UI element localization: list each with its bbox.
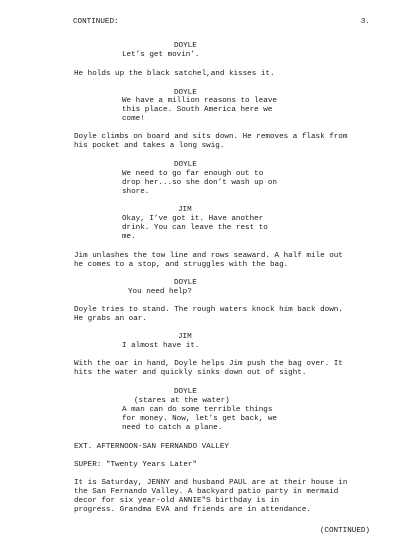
dialogue-line: drop her...so she don’t wash up on	[122, 179, 277, 187]
action-line: progress. Grandma EVA and friends are in attendance.	[74, 506, 311, 514]
scene-heading: EXT. AFTERNOON-SAN FERNANDO VALLEY	[74, 443, 229, 451]
dialogue-line: I almost have it.	[122, 342, 200, 350]
action-line: his pocket and takes a long swig.	[74, 142, 225, 150]
character-name: DOYLE	[174, 388, 197, 396]
dialogue-line: We need to go far enough out to	[122, 170, 264, 178]
character-name: JIM	[178, 206, 192, 214]
dialogue-line: A man can do some terrible things	[122, 406, 273, 414]
dialogue-line: for money. Now, let’s get back, we	[122, 415, 277, 423]
dialogue-line: come!	[122, 115, 145, 123]
continued-header: CONTINUED:	[73, 18, 119, 26]
dialogue-line: Okay, I’ve got it. Have another	[122, 215, 264, 223]
dialogue-line: You need help?	[128, 288, 192, 296]
dialogue-line: drink. You can leave the rest to	[122, 224, 268, 232]
character-name: DOYLE	[174, 161, 197, 169]
dialogue-line: Let’s get movin’.	[122, 51, 200, 59]
dialogue-line: need to catch a plane.	[122, 424, 223, 432]
action-line: He grabs an oar.	[74, 315, 147, 323]
character-name: DOYLE	[174, 42, 197, 50]
action-line: Jim unlashes the tow line and rows seaward. A half mile out	[74, 252, 343, 260]
dialogue-line: me.	[122, 233, 136, 241]
action-line: the San Fernando Valley. A backyard patio party in mermaid	[74, 488, 339, 496]
character-name: JIM	[178, 333, 192, 341]
action-line: With the oar in hand, Doyle helps Jim push the bag over. It	[74, 360, 343, 368]
continued-footer: (CONTINUED)	[319, 527, 370, 535]
dialogue-line: shore.	[122, 188, 150, 196]
action-line: Doyle tries to stand. The rough waters knock him back down.	[74, 306, 343, 314]
character-name: DOYLE	[174, 89, 197, 97]
action-line: hits the water and quickly sinks down out of sight.	[74, 369, 307, 377]
dialogue-line: We have a million reasons to leave	[122, 97, 277, 105]
page-number: 3.	[360, 18, 370, 26]
super-line: SUPER: "Twenty Years Later"	[74, 461, 198, 469]
parenthetical: (stares at the water)	[134, 397, 230, 405]
action-line: decor for six year-old ANNIE"S birthday is in	[74, 497, 280, 505]
dialogue-line: this place. South America here we	[122, 106, 273, 114]
action-line: he comes to a stop, and struggles with the bag.	[74, 261, 289, 269]
action-line: Doyle climbs on board and sits down. He removes a flask from	[74, 133, 348, 141]
action-line: He holds up the black satchel,and kisses it.	[74, 70, 275, 78]
character-name: DOYLE	[174, 279, 197, 287]
action-line: It is Saturday, JENNY and husband PAUL are at their house in	[74, 479, 348, 487]
